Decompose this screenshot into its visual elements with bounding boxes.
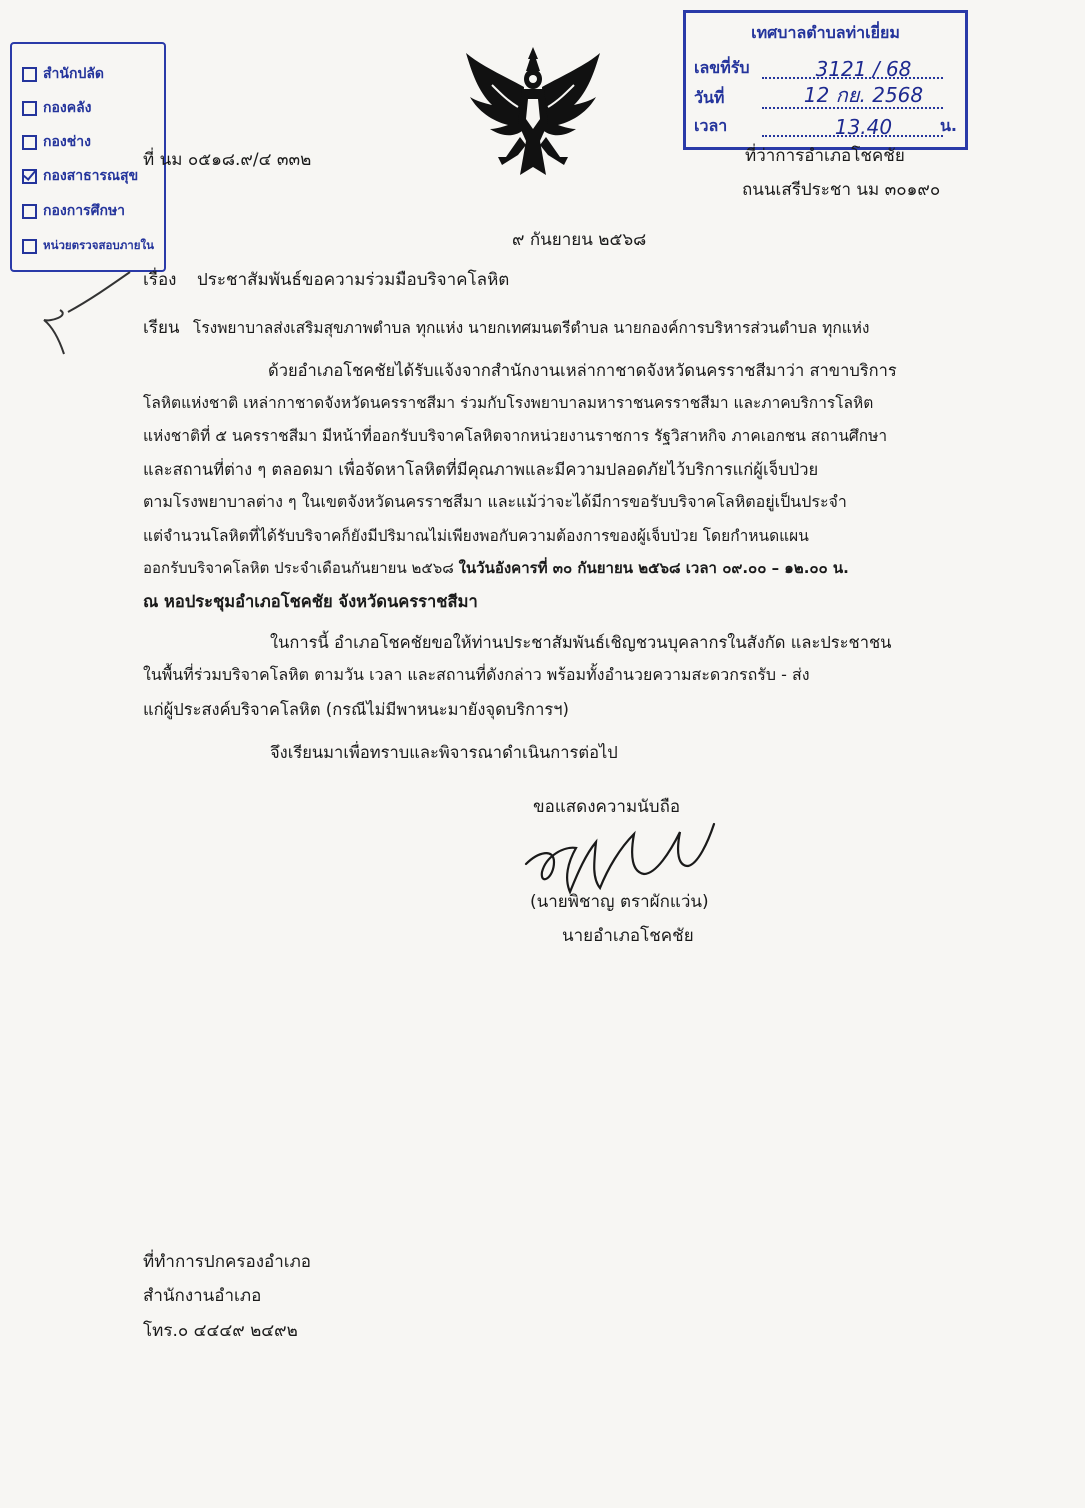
to-text: โรงพยาบาลส่งเสริมสุขภาพตำบล ทุกแห่ง นายกเทศมนตรีตำบล นายกองค์การบริหารส่วนตำบล ทุกแห่ง <box>193 319 870 337</box>
routing-item-label: สำนักปลัด <box>43 66 105 82</box>
para1-line-7-bold: ในวันอังคารที่ ๓๐ กันยายน ๒๕๖๘ เวลา ๐๙.๐๐ – ๑๒.๐๐ น. <box>458 559 849 577</box>
receipt-number-value: 3121 / 68 <box>815 57 912 81</box>
receipt-stamp-title: เทศบาลตำบลท่าเยี่ยม <box>751 23 900 42</box>
footer-line-3: โทร.๐ ๔๔๔๙ ๒๔๙๒ <box>143 1321 298 1341</box>
receipt-date-row <box>694 85 957 115</box>
closing-text: จึงเรียนมาเพื่อทราบและพิจารณาดำเนินการต่อไป <box>270 743 618 762</box>
checkbox-icon <box>22 67 37 82</box>
letter-date: ๙ กันยายน ๒๕๖๘ <box>512 230 647 250</box>
para1-line-4: และสถานที่ต่าง ๆ ตลอดมา เพื่อจัดหาโลหิตที่มีคุณภาพและมีความปลอดภัยไว้บริการแก่ผู้เจ็บป่วย <box>143 460 819 479</box>
para1-line-5: ตามโรงพยาบาลต่าง ๆ ในเขตจังหวัดนครราชสีมา และแม้ว่าจะได้มีการขอรับบริจาคโลหิตอยู่เป็นประจำ <box>143 492 847 511</box>
checkbox-icon <box>22 239 37 254</box>
footer-line-1: ที่ทำการปกครองอำเภอ <box>143 1252 312 1272</box>
to-label: เรียน <box>143 318 180 338</box>
para1-line-6: แต่จำนวนโลหิตที่ได้รับบริจาคก็ยังมีปริมาณไม่เพียงพอกับความต้องการของผู้เจ็บป่วย โดยกำหนดแผน <box>143 527 809 545</box>
signer-name: (นายพิชาญ ตราผักแว่น) <box>530 892 709 912</box>
office-name: ที่ว่าการอำเภอโชคชัย <box>745 146 905 166</box>
receipt-date-value: 12 กย. 2568 <box>803 83 924 107</box>
para1-line-3: แห่งชาติที่ ๕ นครราชสีมา มีหน้าที่ออกรับบริจาคโลหิตจากหน่วยงานราชการ รัฐวิสาหกิจ ภาคเอกชน สถานศึกษา <box>143 427 888 445</box>
para1-line-7 <box>143 556 849 580</box>
footer-line-2: สำนักงานอำเภอ <box>143 1286 262 1306</box>
routing-item-label: กองช่าง <box>43 134 91 150</box>
routing-item <box>22 62 104 86</box>
routing-item <box>22 130 91 154</box>
routing-item-label: กองคลัง <box>43 100 92 116</box>
routing-item <box>22 199 125 223</box>
routing-item <box>22 234 154 258</box>
receipt-number-label: เลขที่รับ <box>694 58 750 77</box>
para1-line-2: โลหิตแห่งชาติ เหล่ากาชาดจังหวัดนครราชสีมา ร่วมกับโรงพยาบาลมหาราชนครราชสีมา และภาคบริการโลหิต <box>143 394 874 412</box>
receipt-time-label: เวลา <box>694 116 728 135</box>
receipt-time-value: 13.40 <box>834 115 893 139</box>
garuda-emblem-icon <box>462 45 604 183</box>
ref-number: ที่ นม ๐๕๑๘.๙/๔ ๓๓๒ <box>143 150 312 170</box>
receipt-time-unit: น. <box>939 116 957 135</box>
pen-arrow-mark <box>30 262 140 362</box>
regards-text: ขอแสดงความนับถือ <box>533 797 681 817</box>
signer-title: นายอำเภอโชคชัย <box>562 926 694 946</box>
routing-item <box>22 164 138 188</box>
receipt-stamp <box>683 10 968 150</box>
office-address: ถนนเสรีประชา นม ๓๐๑๙๐ <box>742 180 941 200</box>
routing-item-label: กองสาธารณสุข <box>43 168 139 184</box>
para2-line-1: ในการนี้ อำเภอโชคชัยขอให้ท่านประชาสัมพันธ์เชิญชวนบุคลากรในสังกัด และประชาชน <box>270 633 892 652</box>
subject-label: เรื่อง <box>143 270 177 290</box>
routing-item-label: กองการศึกษา <box>43 203 126 219</box>
checkbox-icon <box>22 101 37 116</box>
subject-text: ประชาสัมพันธ์ขอความร่วมมือบริจาคโลหิต <box>197 270 510 290</box>
routing-item-label: หน่วยตรวจสอบภายใน <box>43 238 154 252</box>
routing-item <box>22 96 92 120</box>
para2-line-2: ในพื้นที่ร่วมบริจาคโลหิต ตามวัน เวลา และสถานที่ดังกล่าว พร้อมทั้งอำนวยความสะดวกรถรับ - ส่ง <box>143 665 810 684</box>
receipt-date-label: วันที่ <box>694 88 725 107</box>
receipt-time-row <box>694 113 957 143</box>
para2-line-3: แก่ผู้ประสงค์บริจาคโลหิต (กรณีไม่มีพาหนะมายังจุดบริการฯ) <box>143 700 569 719</box>
para1-line-1: ด้วยอำเภอโชคชัยได้รับแจ้งจากสำนักงานเหล่ากาชาดจังหวัดนครราชสีมาว่า สาขาบริการ <box>268 361 897 380</box>
checked-box-icon <box>22 169 37 184</box>
checkbox-icon <box>22 135 37 150</box>
checkbox-icon <box>22 204 37 219</box>
para1-line-7-normal: ออกรับบริจาคโลหิต ประจำเดือนกันยายน ๒๕๖๘ <box>143 559 459 577</box>
signature-icon <box>520 812 720 902</box>
para1-line-8: ณ หอประชุมอำเภอโชคชัย จังหวัดนครราชสีมา <box>143 592 478 611</box>
